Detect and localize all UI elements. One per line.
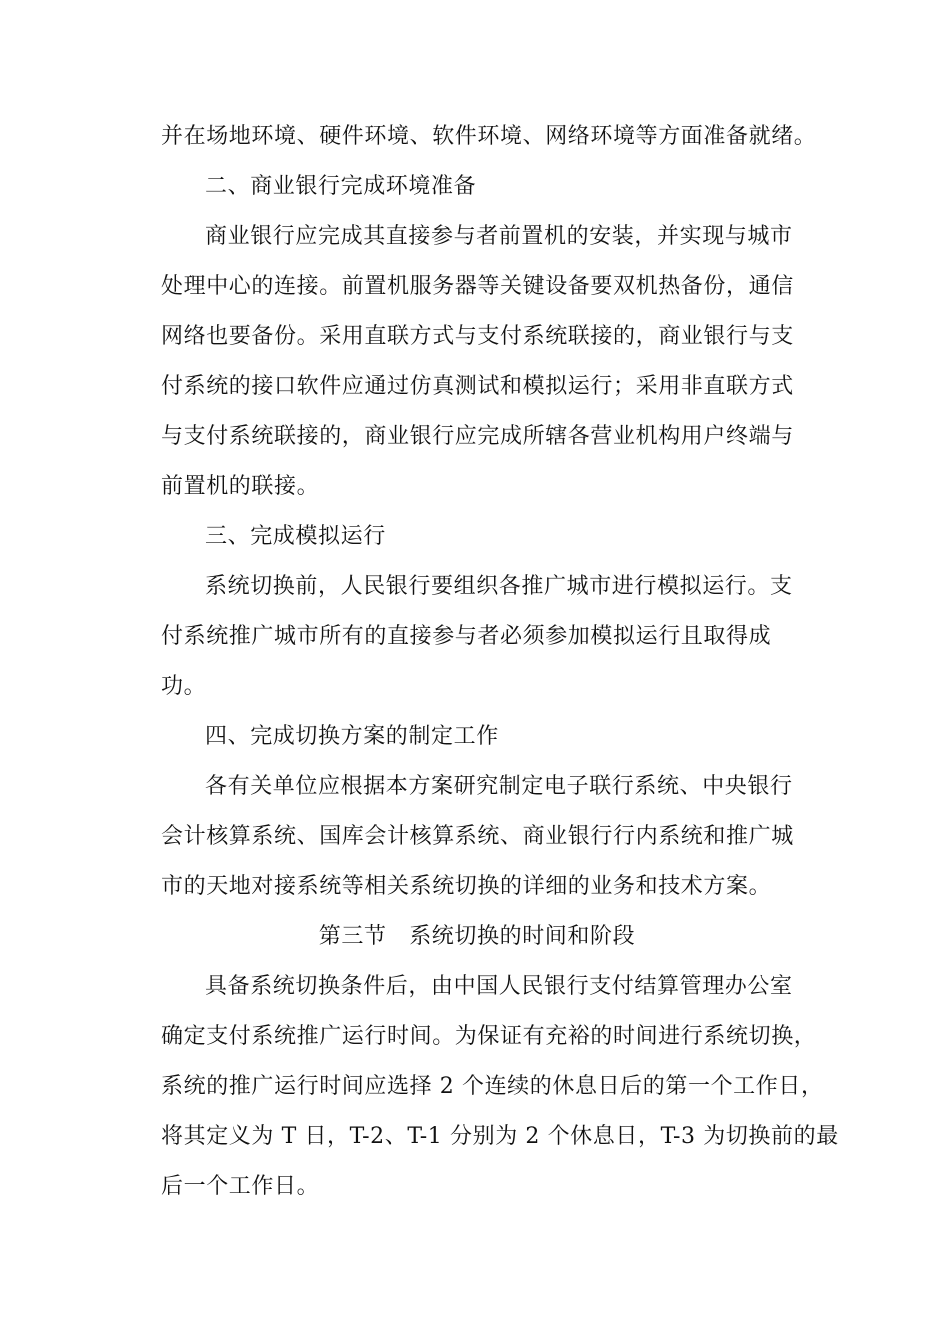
section-title: 第三节 系统切换的时间和阶段 xyxy=(318,924,636,949)
heading-commercial-bank-environment: 二、商业银行完成环境准备 xyxy=(205,174,477,199)
paragraph-line: 付系统的接口软件应通过仿真测试和模拟运行；采用非直联方式 xyxy=(161,374,794,399)
paragraph-line: 后一个工作日。 xyxy=(161,1174,320,1199)
paragraph-line: 功。 xyxy=(161,674,207,699)
paragraph-line: 处理中心的连接。前置机服务器等关键设备要双机热备份，通信 xyxy=(161,274,794,299)
paragraph-switch-plan xyxy=(161,762,793,912)
paragraph-line: 系统的推广运行时间应选择 2 个连续的休息日后的第一个工作日， xyxy=(161,1074,824,1099)
paragraph-line: 前置机的联接。 xyxy=(161,474,320,499)
paragraph-line: 确定支付系统推广运行时间。为保证有充裕的时间进行系统切换， xyxy=(161,1024,817,1049)
paragraph-line: 网络也要备份。采用直联方式与支付系统联接的，商业银行与支 xyxy=(161,324,794,349)
paragraph-line: 具备系统切换条件后，由中国人民银行支付结算管理办公室 xyxy=(205,974,793,999)
document-body xyxy=(161,112,839,1212)
paragraph-line: 将其定义为 T 日，T-2、T-1 分别为 2 个休息日，T-3 为切换前的最 xyxy=(161,1124,839,1149)
paragraph-simulation-run xyxy=(161,562,793,712)
heading-switch-plan: 四、完成切换方案的制定工作 xyxy=(205,724,499,749)
paragraph-line: 付系统推广城市所有的直接参与者必须参加模拟运行且取得成 xyxy=(161,624,772,649)
paragraph-line: 会计核算系统、国库会计核算系统、商业银行行内系统和推广城 xyxy=(161,824,794,849)
paragraph-line: 市的天地对接系统等相关系统切换的详细的业务和技术方案。 xyxy=(161,874,772,899)
paragraph-line: 与支付系统联接的，商业银行应完成所辖各营业机构用户终端与 xyxy=(161,424,794,449)
paragraph-continuation-line: 并在场地环境、硬件环境、软件环境、网络环境等方面准备就绪。 xyxy=(161,124,817,149)
paragraph-switch-time xyxy=(161,962,839,1212)
paragraph-line: 各有关单位应根据本方案研究制定电子联行系统、中央银行 xyxy=(205,774,793,799)
paragraph-commercial-bank xyxy=(161,212,793,512)
paragraph-line: 系统切换前，人民银行要组织各推广城市进行模拟运行。支 xyxy=(205,574,793,599)
heading-simulation-run: 三、完成模拟运行 xyxy=(205,524,386,549)
paragraph-line: 商业银行应完成其直接参与者前置机的安装，并实现与城市 xyxy=(205,224,793,249)
